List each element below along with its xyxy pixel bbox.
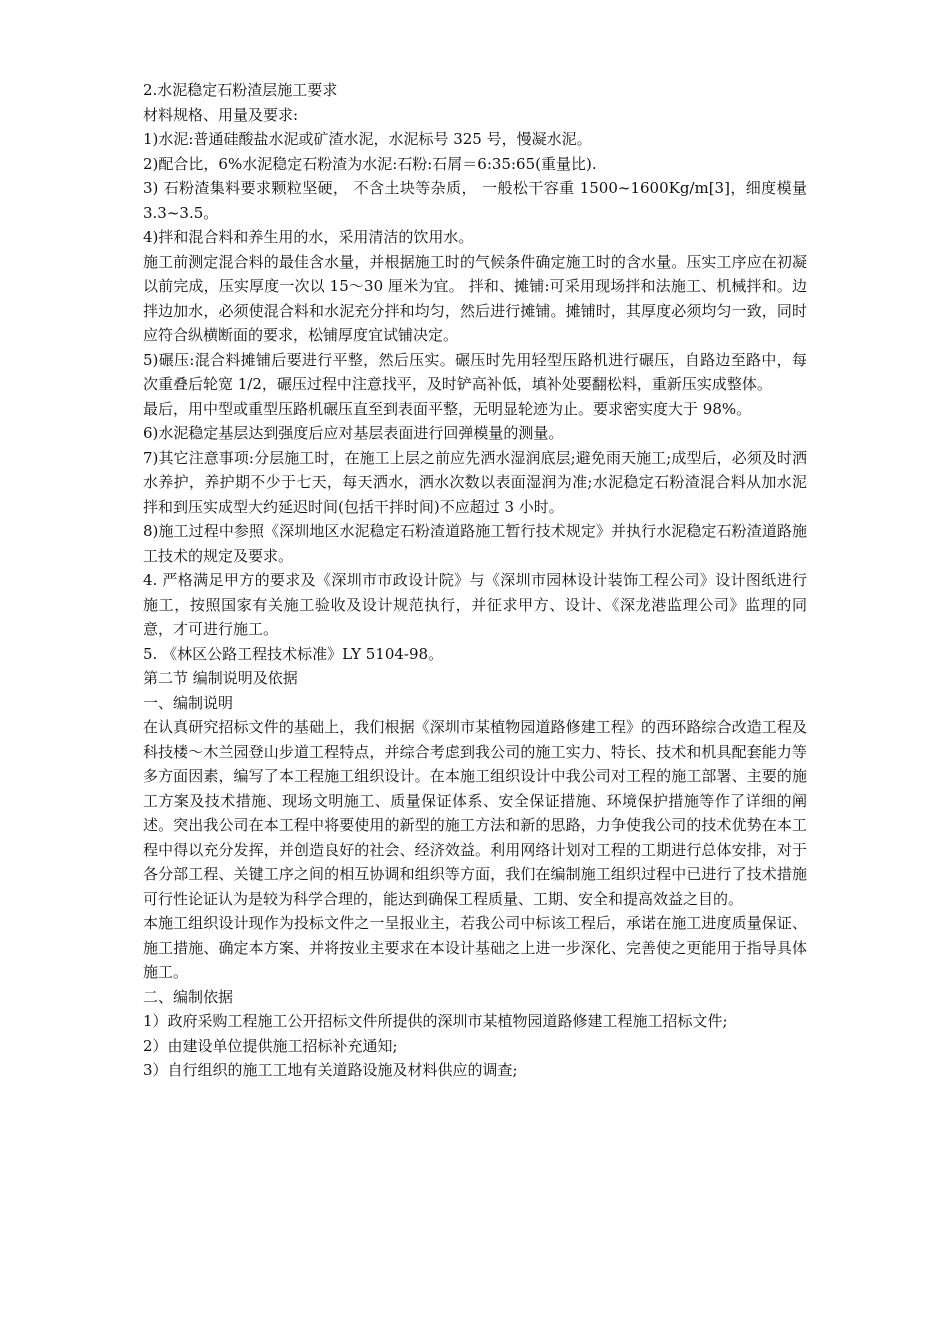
paragraph-requirement-4: 4. 严格满足甲方的要求及《深圳市市政设计院》与《深圳市园林设计装饰工程公司》设计图纸进行施工，按照国家有关施工验收及设计规范执行，并征求甲方、设计、《深龙港监理公司》监理的同意，才可进行施工。 [143,571,807,638]
paragraph-other-notes: 7)其它注意事项:分层施工时，在施工上层之前应先洒水湿润底层;避免雨天施工;成型后，必须及时洒水养护，养护期不少于七天，每天洒水，洒水次数以表面湿润为准;水泥稳定石粉渣混合料从加水泥拌和到压实成型大约延迟时间(包括干拌时间)不应超过 3 小时。 [143,448,807,516]
subheading-compilation-notes: 一、编制说明 [143,693,234,712]
paragraph-modulus-test: 6)水泥稳定基层达到强度后应对基层表面进行回弹模量的测量。 [143,424,564,442]
paragraph-cement: 1)水泥:普通硅酸盐水泥或矿渣水泥，水泥标号 325 号，慢凝水泥。 [143,130,592,148]
section-heading-cement-stabilized: 2.水泥稳定石粉渣层施工要求 [143,81,338,99]
paragraph-mix-ratio: 2)配合比，6%水泥稳定石粉渣为水泥:石粉:石屑＝6:35:65(重量比). [143,154,597,173]
paragraph-final-rolling: 最后，用中型或重型压路机碾压直至到表面平整，无明显轮迹为止。要求密实度大于 98%。 [143,399,752,418]
section-heading-2: 第二节 编制说明及依据 [143,669,298,687]
paragraph-commitment: 本施工组织设计现作为投标文件之一呈报业主，若我公司中标该工程后，承诺在施工进度质量保证、施工措施、确定本方案、并将按业主要求在本设计基础之上进一步深化、完善使之更能用于指导具体施工。 [143,914,807,981]
paragraph-rolling: 5)碾压:混合料摊铺后要进行平整，然后压实。碾压时先用轻型压路机进行碾压，自路边至路中，每次重叠后轮宽 1/2，碾压过程中注意找平，及时铲高补低，填补处要翻松料，重新压实成整体。 [143,350,807,393]
paragraph-compilation-body: 在认真研究招标文件的基础上，我们根据《深圳市某植物园道路修建工程》的西环路综合改造工程及科技楼～木兰园登山步道工程特点，并综合考虑到我公司的施工实力、特长、技术和机具配套能力等多方面因素，编写了本工程施工组织设计。在本施工组织设计中我公司对工程的施工部署、主要的施工方案及技术措施、现场文明施工、质量保证体系、安全保证措施、环境保护措施等作了详细的阐述。突出我公司在本工程中将要使用的新型的施工方法和新的思路，力争使我公司的技术优势在本工程中得以充分发挥，并创造良好的社会、经济效益。利用网络计划对工程的工期进行总体安排，对于各分部工程、关键工序之间的相互协调和组织等方面，我们在编制施工组织过程中已进行了技术措施可行性论证认为是较为科学合理的，能达到确保工程质量、工期、安全和提高效益之目的。 [143,718,807,908]
basis-item-3: 3）自行组织的施工工地有关道路设施及材料供应的调查; [143,1061,518,1079]
paragraph-water: 4)拌和混合料和养生用的水，采用清洁的饮用水。 [143,228,474,246]
paragraph-reference-rules: 8)施工过程中参照《深圳地区水泥稳定石粉渣道路施工暂行技术规定》并执行水泥稳定石粉渣道路施工技术的规定及要求。 [143,522,807,565]
basis-item-1: 1）政府采购工程施工公开招标文件所提供的深圳市某植物园道路修建工程施工招标文件; [143,1012,728,1030]
basis-item-2: 2）由建设单位提供施工招标补充通知; [143,1036,398,1055]
subheading-compilation-basis: 二、编制依据 [143,987,234,1006]
paragraph-moisture-content: 施工前测定混合料的最佳含水量，并根据施工时的气候条件确定施工时的含水量。压实工序应在初凝以前完成，压实厚度一次以 15～30 厘米为宜。 拌和、摊铺:可采用现场拌和法施工、机械拌和。边拌边加水，必须使混合料和水泥充分拌和均匀，然后进行摊铺。摊铺时，其厚度必须均匀一致，同时应符合纵横断面的要求，松铺厚度宜试铺决定。 [143,252,807,344]
paragraph-requirement-5: 5. 《林区公路工程技术标准》LY 5104-98。 [143,644,444,663]
document-body [143,78,807,1083]
material-spec-heading: 材料规格、用量及要求: [143,105,299,124]
paragraph-aggregate: 3) 石粉渣集料要求颗粒坚硬， 不含土块等杂质， 一般松干容重 1500~1600Kg/m[3]，细度模量 3.3~3.5。 [143,179,807,222]
